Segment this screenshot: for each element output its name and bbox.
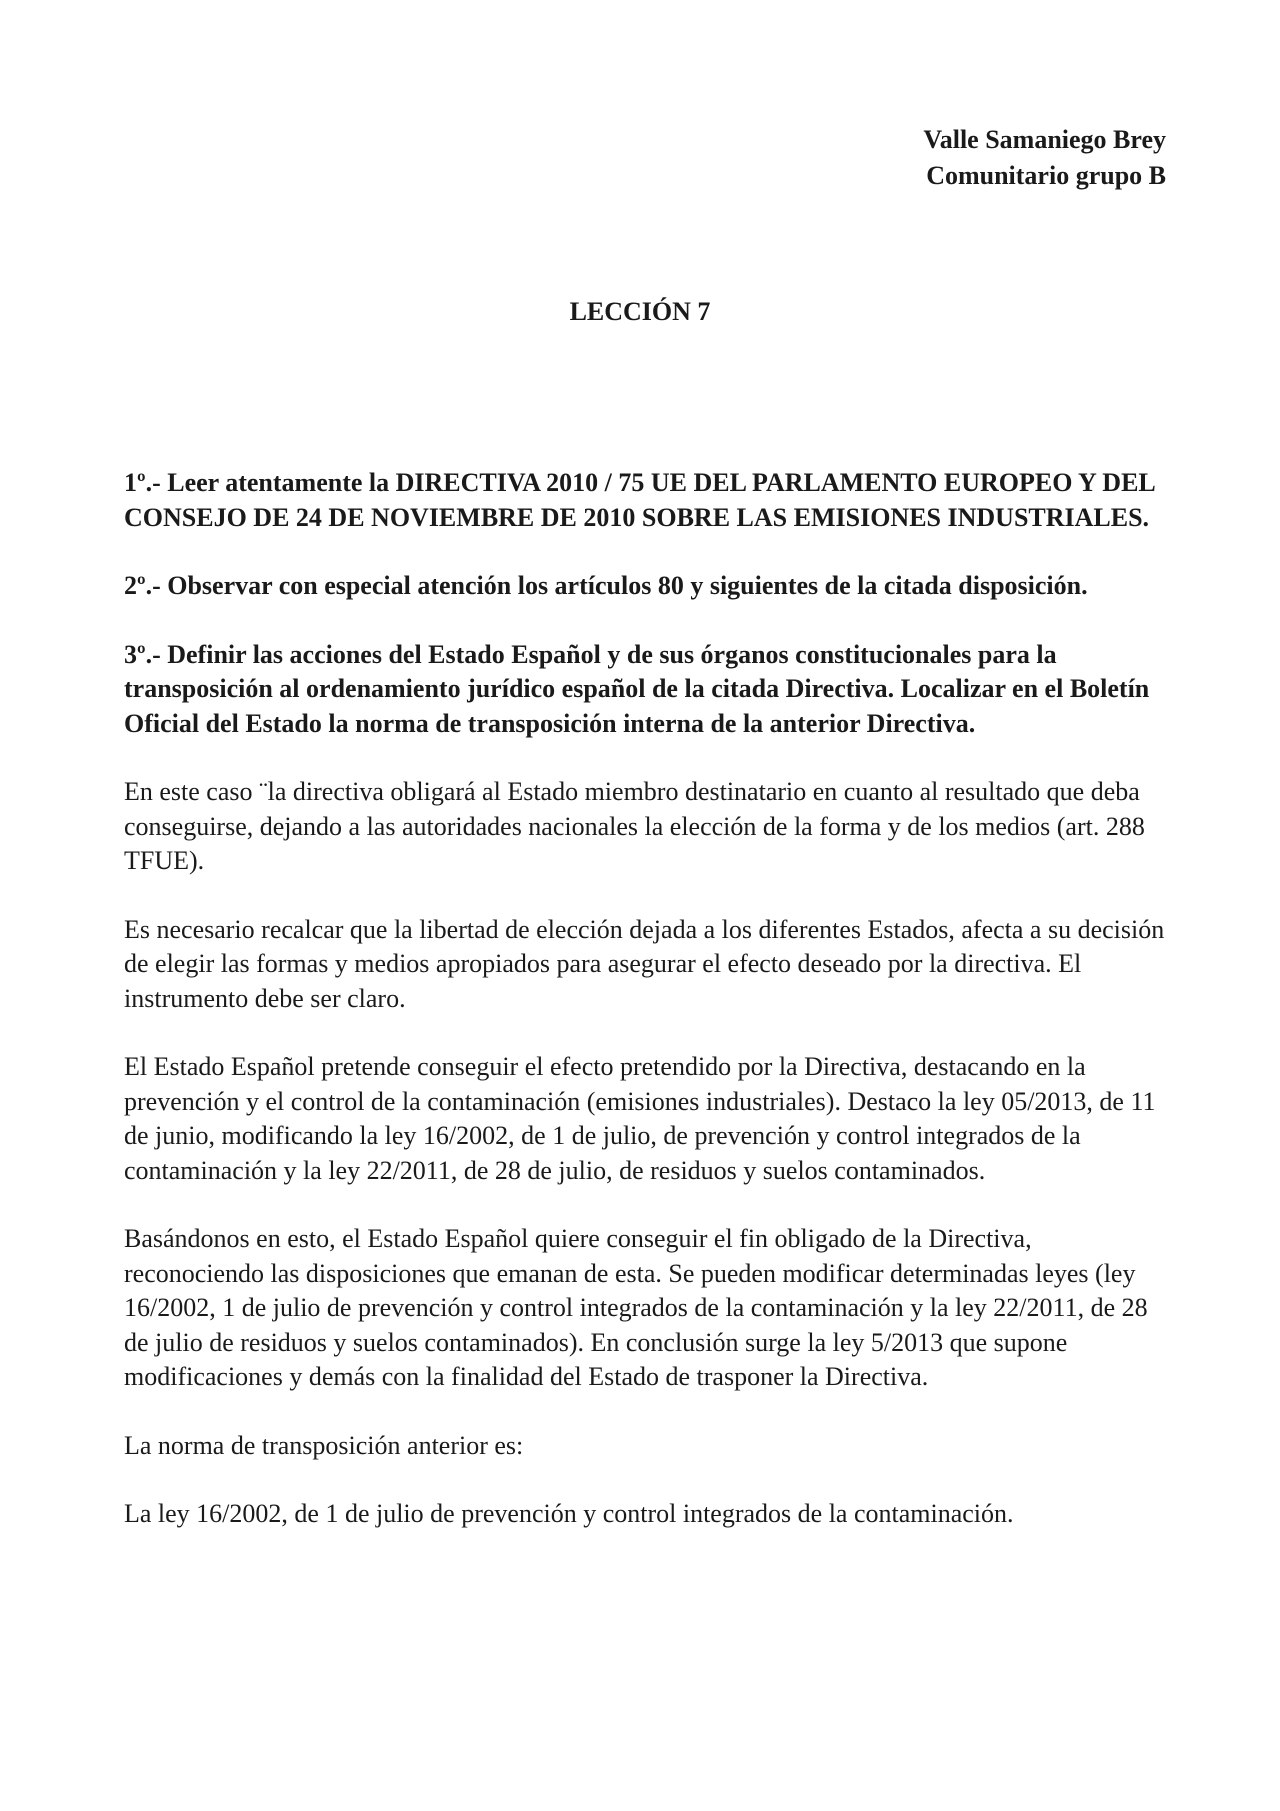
question-1: 1º.- Leer atentamente la DIRECTIVA 2010 / 75 UE DEL PARLAMENTO EUROPEO Y DEL CONSEJO DE 24 DE NOVIEMBRE DE 2010 SOBRE LAS EMISIONES INDUSTRIALES. <box>124 468 1155 532</box>
answer-paragraph-4: Basándonos en esto, el Estado Español quiere conseguir el fin obligado de la Directiva, reconociendo las disposiciones que emanan de esta. Se pueden modificar determinadas leyes (ley 16/2002, 1 de julio de prevención y control integrados de la contaminación y la ley 22/2011, de 28 de julio de residuos y suelos contaminados). En conclusión surge la ley 5/2013 que supone modificaciones y demás con la finalidad del Estado de trasponer la Directiva. <box>124 1224 1148 1391</box>
document-body <box>124 466 1169 1566</box>
answer-paragraph-5: La norma de transposición anterior es: <box>124 1430 524 1460</box>
author-group: Comunitario grupo B <box>926 161 1166 190</box>
question-3: 3º.- Definir las acciones del Estado Español y de sus órganos constitucionales para la transposición al ordenamiento jurídico español de la citada Directiva. Localizar en el Boletín Oficial del Estado la norma de transposición interna de la anterior Directiva. <box>124 639 1150 738</box>
answer-paragraph-2: Es necesario recalcar que la libertad de elección dejada a los diferentes Estados, afecta a su decisión de elegir las formas y medios apropiados para asegurar el efecto deseado por la directiva. El instrumento debe ser claro. <box>124 914 1165 1013</box>
author-name: Valle Samaniego Brey <box>923 125 1166 154</box>
answer-paragraph-3: El Estado Español pretende conseguir el efecto pretendido por la Directiva, destacando en la prevención y el control de la contaminación (emisiones industriales). Destaco la ley 05/2013, de 11 de junio, modificando la ley 16/2002, de 1 de julio, de prevención y control integrados de la contaminación y la ley 22/2011, de 28 de julio, de residuos y suelos contaminados. <box>124 1052 1156 1185</box>
author-block <box>923 122 1166 194</box>
question-2: 2º.- Observar con especial atención los artículos 80 y siguientes de la citada disposición. <box>124 571 1088 600</box>
answer-paragraph-6: La ley 16/2002, de 1 de julio de prevención y control integrados de la contaminación. <box>124 1499 1014 1528</box>
answer-paragraph-1: En este caso ¨la directiva obligará al Estado miembro destinatario en cuanto al resultado que deba conseguirse, dejando a las autoridades nacionales la elección de la forma y de los medios (art. 288 TFUE). <box>124 777 1145 875</box>
lesson-title: LECCIÓN 7 <box>569 297 711 326</box>
